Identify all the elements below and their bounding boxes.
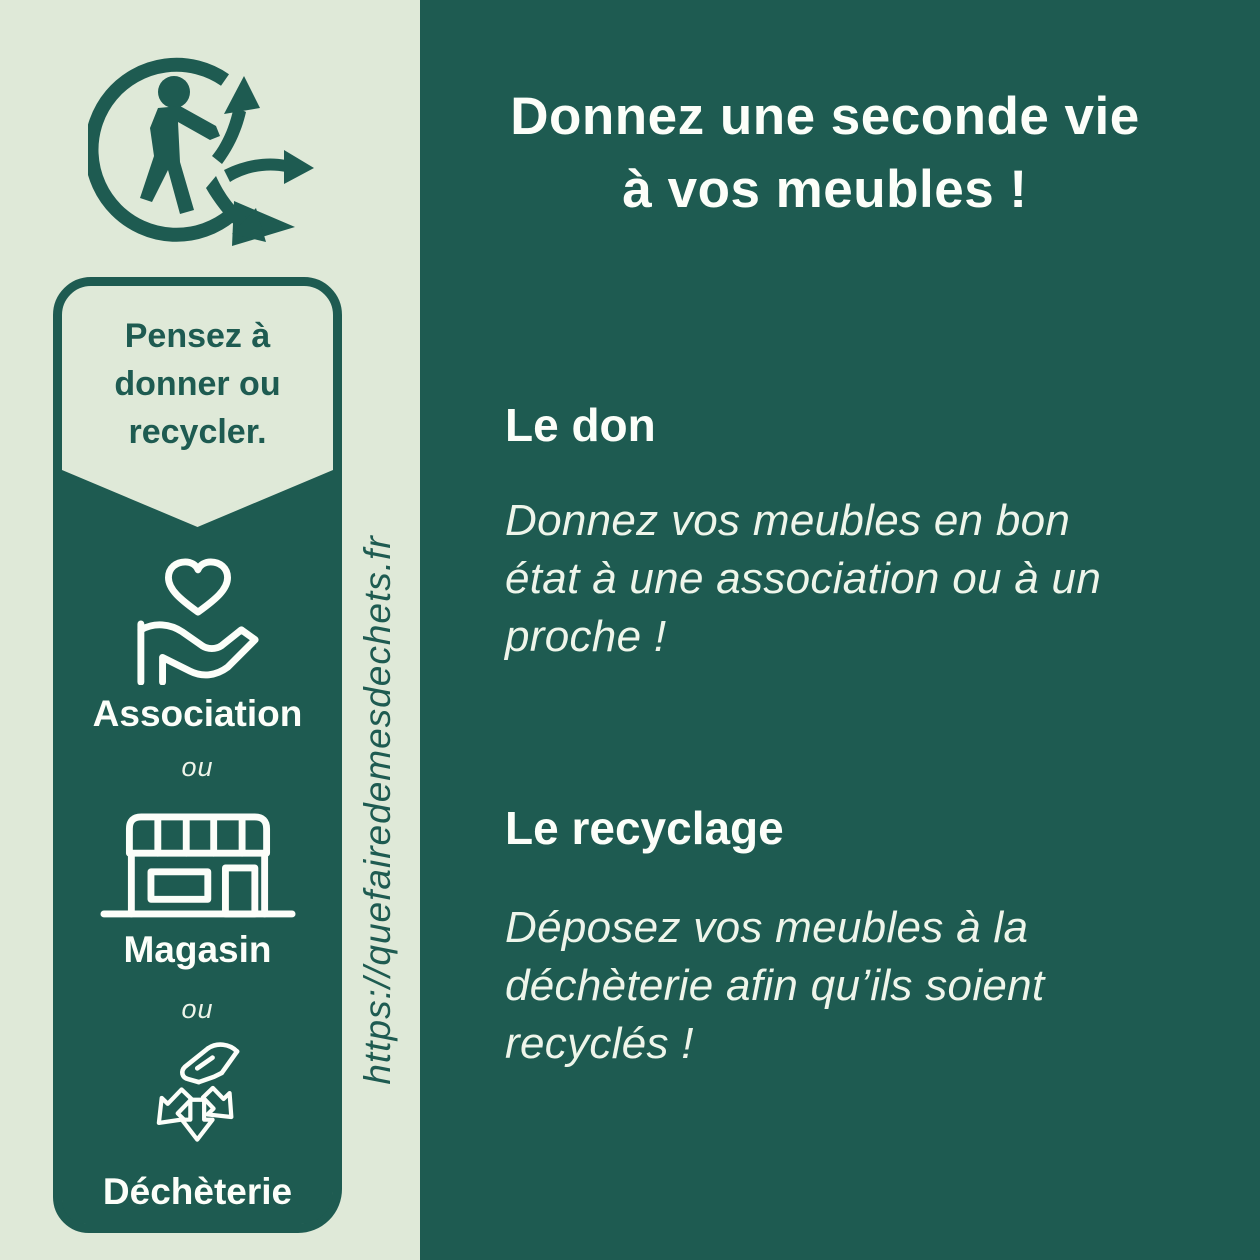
option-label-association: Association — [92, 693, 303, 734]
section-don-body-line-3: proche ! — [505, 612, 667, 661]
page-title-line-1: Donnez une seconde vie — [510, 87, 1140, 146]
section-recyclage-heading: Le recyclage — [505, 802, 784, 854]
section-recyclage-body-line-2: déchèterie afin qu’ils soient — [505, 961, 1045, 1010]
section-don-body — [505, 492, 1101, 666]
section-recyclage-body-line-3: recyclés ! — [505, 1019, 694, 1068]
hand-dropping-waste-icon — [140, 1042, 255, 1169]
heart-in-hand-icon — [129, 555, 267, 685]
website-url-text: https://quefairedemesdechets.fr — [357, 535, 398, 1085]
page-title — [405, 80, 1245, 226]
ribbon-chevron-notch — [62, 470, 333, 527]
section-recyclage-body — [505, 899, 1044, 1073]
section-don-body-line-1: Donnez vos meubles en bon — [505, 496, 1071, 545]
page-title-line-2: à vos meubles ! — [622, 160, 1028, 219]
option-label-magasin: Magasin — [123, 929, 272, 970]
triman-recycling-logo-icon — [88, 50, 318, 250]
section-don-heading: Le don — [505, 399, 656, 451]
option-separator-2: ou — [181, 994, 214, 1024]
storefront-icon — [100, 808, 296, 920]
ribbon-banner-line-3: recycler. — [128, 413, 267, 451]
ribbon-banner-line-2: donner ou — [114, 365, 281, 403]
section-don-body-line-2: état à une association ou à un — [505, 554, 1102, 603]
option-separator-1: ou — [181, 752, 214, 782]
ribbon-banner-text — [62, 312, 333, 456]
ribbon-banner-line-1: Pensez à — [124, 317, 271, 355]
option-label-decheterie: Déchèterie — [102, 1171, 293, 1212]
section-recyclage-body-line-1: Déposez vos meubles à la — [505, 903, 1029, 952]
ribbon-dark-area — [62, 470, 333, 1224]
donate-recycle-ribbon — [53, 277, 342, 1233]
